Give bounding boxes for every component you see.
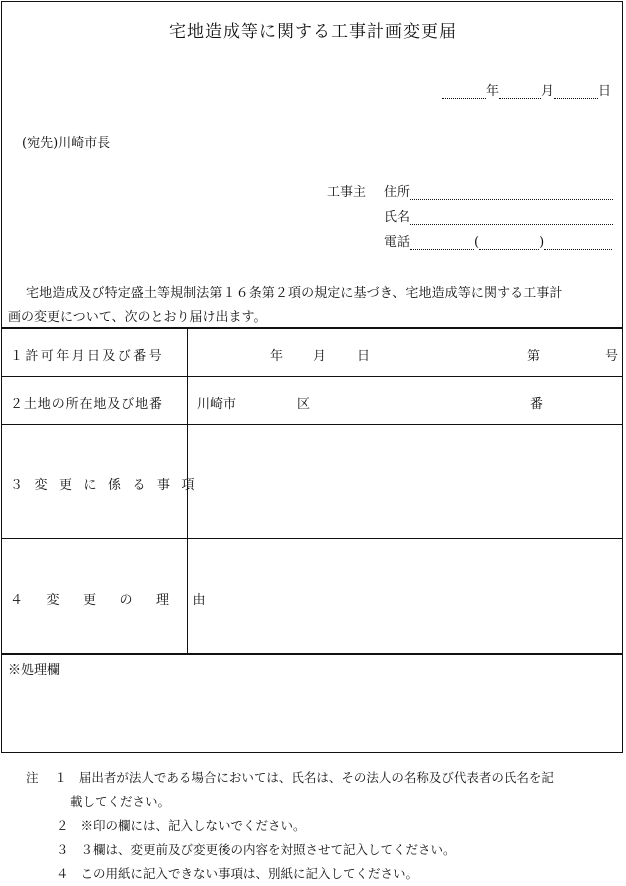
row2-city: 川崎市 <box>197 397 237 412</box>
phone-label: 電話 <box>384 235 411 250</box>
day-blank[interactable] <box>554 86 598 99</box>
row1-day: 日 <box>357 349 371 364</box>
phone-paren-open: ( <box>474 235 480 250</box>
note-item-4 <box>26 862 554 886</box>
row-divider-2 <box>1 424 623 425</box>
note-text: ３欄は、変更前及び変更後の内容を対照させて記入してください。 <box>80 842 456 857</box>
note-item-2 <box>26 814 554 838</box>
note-item-1-cont <box>26 790 554 814</box>
addressee: (宛先)川崎市長 <box>22 136 111 151</box>
address-label: 住所 <box>384 185 411 200</box>
address-row <box>384 181 613 200</box>
phone-paren-close: ) <box>539 235 545 250</box>
note-num: １ <box>54 770 67 785</box>
note-text: ※印の欄には、記入しないでください。 <box>80 818 306 833</box>
phone-blank-3[interactable] <box>544 237 612 250</box>
notes-section <box>26 766 554 886</box>
note-item-3 <box>26 838 554 862</box>
note-item-1 <box>26 766 554 790</box>
note-text: 届出者が法人である場合においては、氏名は、その法人の名称及び代表者の氏名を記 <box>78 770 554 785</box>
table-bottom-line <box>1 653 623 655</box>
note-num: ２ <box>56 818 69 833</box>
row-divider-3 <box>1 538 623 539</box>
processing-label: ※処理欄 <box>8 663 61 678</box>
name-row <box>384 206 613 225</box>
month-blank[interactable] <box>499 86 541 99</box>
phone-blank-2[interactable] <box>479 237 539 250</box>
date-line <box>442 80 611 99</box>
statement-line-2: 画の変更について、次のとおり届け出ます。 <box>8 310 267 325</box>
note-num: ３ <box>56 842 69 857</box>
address-blank[interactable] <box>410 187 613 200</box>
month-label: 月 <box>541 84 555 99</box>
notes-heading: 注 <box>26 770 39 785</box>
phone-blank-1[interactable] <box>410 237 474 250</box>
row1-month: 月 <box>313 349 327 364</box>
row1-label-text: １許可年月日及び番号 <box>10 349 165 364</box>
row1-year: 年 <box>270 349 284 364</box>
row3-label: ３変更に係る事項 <box>10 478 207 493</box>
note-text-cont: 載してください。 <box>70 794 171 809</box>
name-blank[interactable] <box>410 212 613 225</box>
day-label: 日 <box>598 84 612 99</box>
note-num: ４ <box>56 866 69 881</box>
note-text: この用紙に記入できない事項は、別紙に記入してください。 <box>80 866 418 881</box>
phone-row <box>384 231 612 250</box>
row1-label <box>10 345 180 364</box>
applicant-role-label: 工事主 <box>327 185 367 200</box>
row3-content-area[interactable] <box>190 427 620 535</box>
year-blank[interactable] <box>442 86 486 99</box>
year-label: 年 <box>486 84 500 99</box>
row1-dai: 第 <box>527 349 541 364</box>
row2-label: ２土地の所在地及び地番 <box>10 397 163 412</box>
row-divider-1 <box>1 376 623 377</box>
name-label: 氏名 <box>384 210 411 225</box>
row2-ban: 番 <box>530 397 544 412</box>
row4-content-area[interactable] <box>190 541 620 651</box>
row4-label: ４変更の理由 <box>10 593 230 608</box>
table-top-line <box>1 327 623 329</box>
statement-line-1: 宅地造成及び特定盛土等規制法第１６条第２項の規定に基づき、宅地造成等に関する工事計 <box>26 286 563 301</box>
form-title: 宅地造成等に関する工事計画変更届 <box>169 22 457 42</box>
row1-go: 号 <box>605 349 619 364</box>
row2-ward: 区 <box>297 397 311 412</box>
